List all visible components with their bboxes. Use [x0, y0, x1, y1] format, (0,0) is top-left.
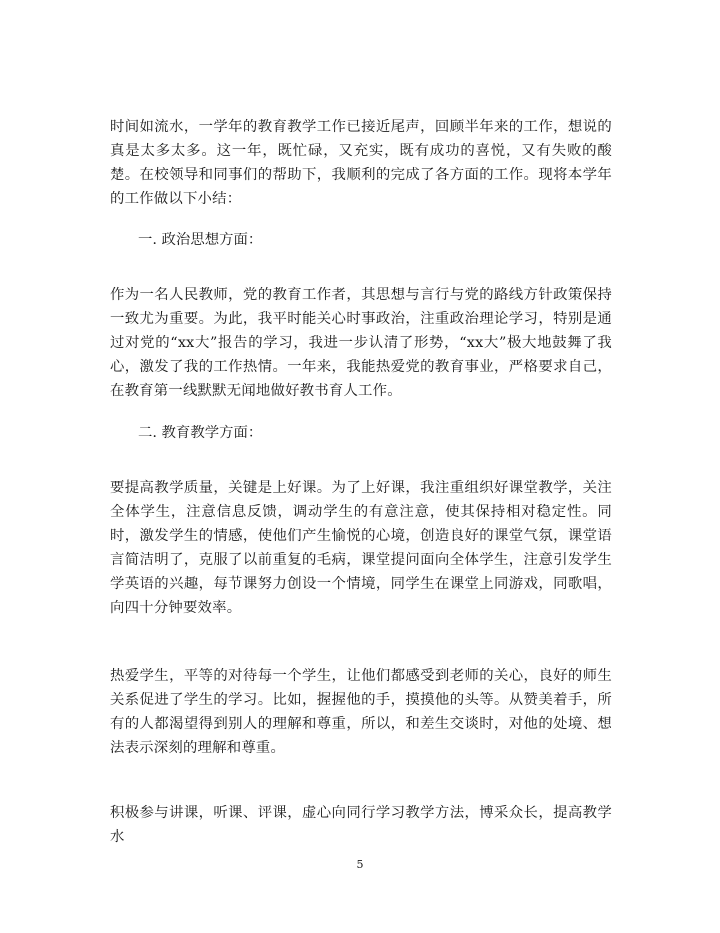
section-heading-political-thought: 一. 政治思想方面：	[138, 232, 263, 248]
political-thought-paragraph: 作为一名人民教师，党的教育工作者，其思想与言行与党的路线方针政策保持一致尤为重要。为此，我平时能关心时事政治，注重政治理论学习，特别是通过对党的“xx大”报告的学习，我进一步认清了形势，“xx大”极大地鼓舞了我心，激发了我的工作热情。一年来，我能热爱党的教育事业，严格要求自己，在教育第一线默默无闻地做好教书育人工作。	[110, 287, 612, 399]
page-number: 5	[356, 858, 364, 871]
teaching-quality-paragraph: 要提高教学质量，关键是上好课。为了上好课，我注重组织好课堂教学，关注全体学生，注意信息反馈，调动学生的有意注意，使其保持相对稳定性。同时，激发学生的情感，使他们产生愉悦的心境，创造良好的课堂气氛，课堂语言简洁明了，克服了以前重复的毛病，课堂提问面向全体学生，注意引发学生学英语的兴趣，每节课努力创设一个情境，同学生在课堂上同游戏，同歌唱，向四十分钟要效率。	[110, 480, 612, 616]
section-heading-education-teaching: 二. 教育教学方面：	[138, 425, 263, 441]
intro-paragraph: 时间如流水，一学年的教育教学工作已接近尾声，回顾半年来的工作，想说的真是太多太多。这一年，既忙碌，又充实，既有成功的喜悦，又有失败的酸楚。在校领导和同事们的帮助下，我顺利的完成了各方面的工作。现将本学年的工作做以下小结：	[110, 119, 612, 207]
caring-students-paragraph: 热爱学生，平等的对待每一个学生，让他们都感受到老师的关心，良好的师生关系促进了学生的学习。比如，握握他的手，摸摸他的头等。从赞美着手，所有的人都渴望得到别人的理解和尊重，所以，和差生交谈时，对他的处境、想法表示深刻的理解和尊重。	[110, 668, 612, 756]
lesson-observation-paragraph: 积极参与讲课，听课、评课，虚心向同行学习教学方法，博采众长，提高教学水	[110, 805, 612, 845]
